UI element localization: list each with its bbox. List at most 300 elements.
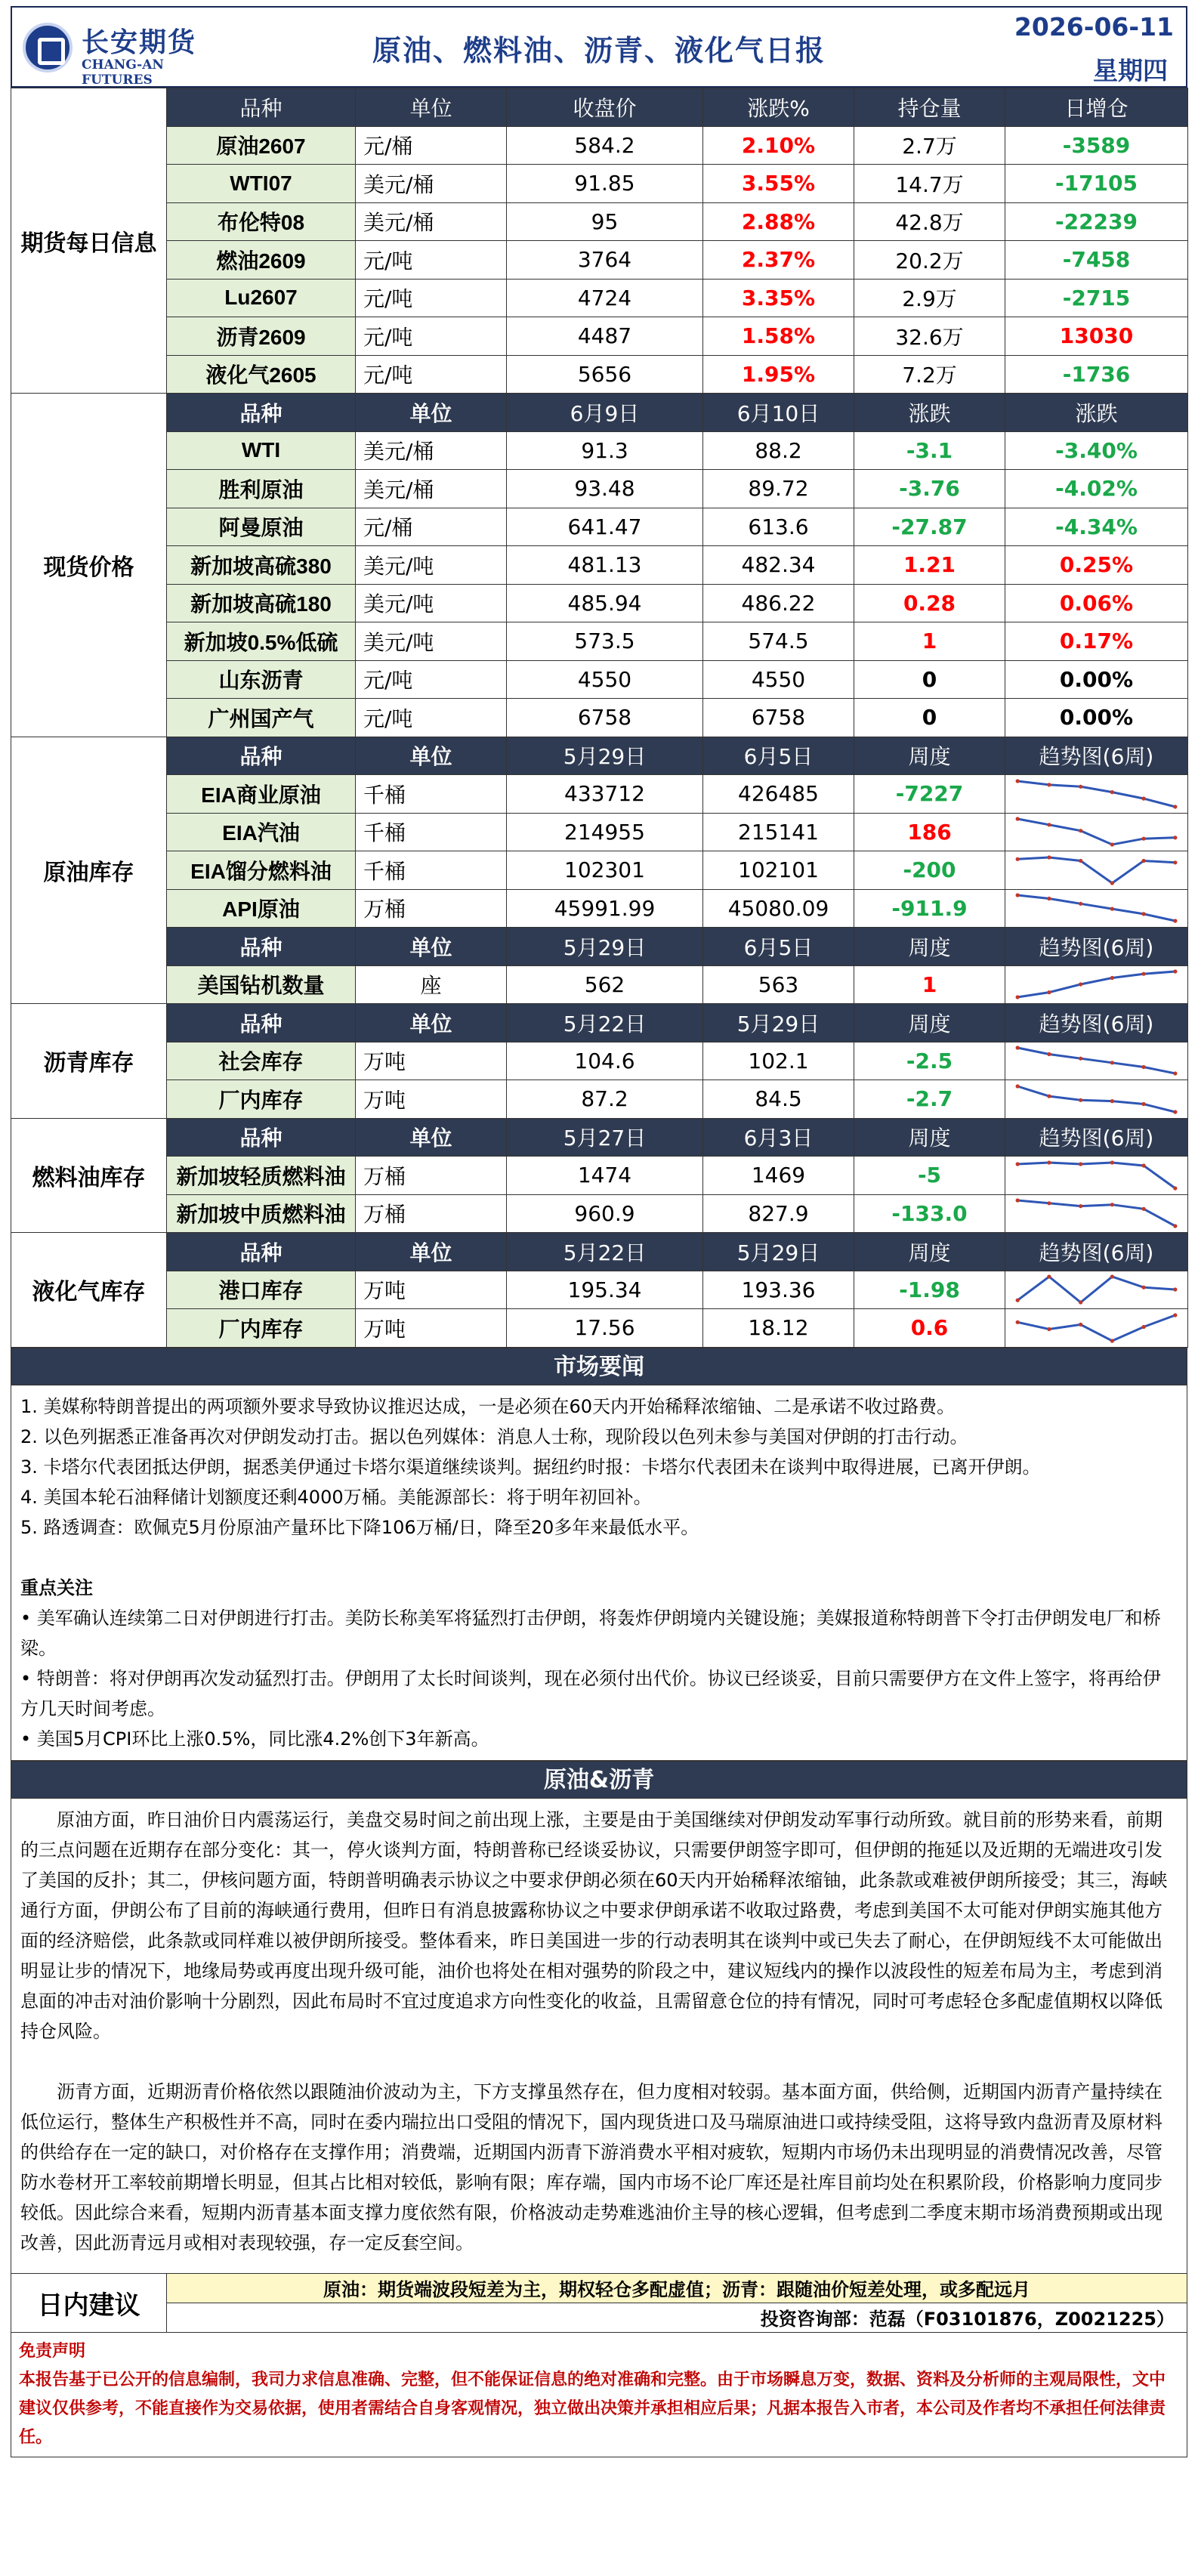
trend-point <box>1047 1052 1051 1056</box>
trend-sparkline <box>1005 889 1188 928</box>
table-row <box>11 1194 1188 1233</box>
close-price: 4487 <box>507 317 703 356</box>
trend-point <box>1047 1201 1051 1205</box>
trend-line <box>1017 1086 1175 1112</box>
daily-oi-change: -3589 <box>1005 126 1188 165</box>
daily-oi-change: -17105 <box>1005 165 1188 203</box>
trend-point <box>1141 859 1145 863</box>
weekly-change: -1.98 <box>854 1271 1005 1309</box>
row-name: 燃油2609 <box>167 241 356 280</box>
trend-point <box>1110 1061 1114 1064</box>
trend-point <box>1110 1160 1114 1164</box>
column-header: 趋势图(6周) <box>1005 737 1188 775</box>
open-interest: 32.6万 <box>854 317 1005 356</box>
table-header-row <box>11 1004 1188 1042</box>
row-unit: 千桶 <box>356 813 507 851</box>
row-name: Lu2607 <box>167 279 356 317</box>
table-row <box>11 1157 1188 1195</box>
row-unit: 元/桶 <box>356 508 507 546</box>
trend-point <box>1047 823 1051 826</box>
row-name: 阿曼原油 <box>167 508 356 546</box>
column-header: 周度 <box>854 1118 1005 1157</box>
change-value: -27.87 <box>854 508 1005 546</box>
trend-line <box>1017 1277 1175 1302</box>
focus-list <box>20 1603 1178 1754</box>
section-label: 期货每日信息 <box>11 88 167 394</box>
value-day1: 485.94 <box>507 584 703 622</box>
section-label: 液化气库存 <box>11 1233 167 1348</box>
column-header: 6月3日 <box>703 1118 854 1157</box>
table-row <box>11 202 1188 241</box>
analysis-title: 原油&沥青 <box>11 1761 1187 1799</box>
trend-point <box>1141 796 1145 800</box>
weekly-change: -2.5 <box>854 1042 1005 1080</box>
close-price: 95 <box>507 202 703 241</box>
change-value: -3.76 <box>854 470 1005 508</box>
value-prev: 87.2 <box>507 1080 703 1119</box>
row-unit: 万桶 <box>356 1194 507 1233</box>
report-header <box>11 6 1187 88</box>
row-unit: 美元/吨 <box>356 584 507 622</box>
column-header: 周度 <box>854 928 1005 966</box>
section-label: 原油库存 <box>11 737 167 1004</box>
row-unit: 美元/桶 <box>356 431 507 470</box>
trend-point <box>1079 859 1082 863</box>
trend-point <box>1016 996 1020 999</box>
row-unit: 元/桶 <box>356 126 507 165</box>
table-row <box>11 317 1188 356</box>
change-percent: 3.35% <box>703 279 854 317</box>
advice-label: 日内建议 <box>11 2274 167 2332</box>
column-header: 趋势图(6周) <box>1005 1118 1188 1157</box>
trend-point <box>1141 913 1145 916</box>
change-percent: 2.88% <box>703 202 854 241</box>
column-header: 趋势图(6周) <box>1005 928 1188 966</box>
value-latest: 102101 <box>703 851 854 890</box>
row-unit: 座 <box>356 965 507 1004</box>
table-row <box>11 622 1188 661</box>
row-name: 广州国产气 <box>167 699 356 737</box>
daily-oi-change: -2715 <box>1005 279 1188 317</box>
table-row <box>11 546 1188 585</box>
trend-sparkline <box>1005 1042 1188 1080</box>
change-value: 0 <box>854 660 1005 699</box>
table-row <box>11 279 1188 317</box>
change-percent: 3.55% <box>703 165 854 203</box>
row-unit: 元/吨 <box>356 317 507 356</box>
trend-point <box>1110 1339 1114 1342</box>
trend-point <box>1110 790 1114 794</box>
focus-item: • 美国5月CPI环比上涨0.5%，同比涨4.2%创下3年新高。 <box>20 1728 489 1750</box>
table-row <box>11 965 1188 1004</box>
table-header-row <box>11 1118 1188 1157</box>
value-prev: 102301 <box>507 851 703 890</box>
row-unit: 元/吨 <box>356 279 507 317</box>
news-item: 4. 美国本轮石油释储计划额度还剩4000万桶。美能源部长：将于明年初回补。 <box>20 1486 652 1508</box>
trend-point <box>1016 1162 1020 1166</box>
value-latest: 193.36 <box>703 1271 854 1309</box>
value-day2: 574.5 <box>703 622 854 661</box>
trend-point <box>1110 1099 1114 1103</box>
trend-point <box>1079 1057 1082 1061</box>
column-header: 趋势图(6周) <box>1005 1004 1188 1042</box>
row-unit: 万吨 <box>356 1042 507 1080</box>
trend-line <box>1017 781 1175 807</box>
open-interest: 20.2万 <box>854 241 1005 280</box>
table-row <box>11 1080 1188 1119</box>
trend-point <box>1110 843 1114 847</box>
trend-point <box>1173 970 1177 974</box>
news-box <box>11 1385 1187 1761</box>
value-prev: 104.6 <box>507 1042 703 1080</box>
open-interest: 42.8万 <box>854 202 1005 241</box>
news-item: 5. 路透调查：欧佩克5月份原油产量环比下降106万桶/日，降至20多年来最低水平。 <box>20 1516 699 1538</box>
report-date: 2026-06-11 <box>1014 12 1174 42</box>
change-percent: 2.10% <box>703 126 854 165</box>
value-day1: 641.47 <box>507 508 703 546</box>
table-row <box>11 470 1188 508</box>
row-unit: 元/吨 <box>356 699 507 737</box>
table-row <box>11 584 1188 622</box>
disclaimer-title: 免责声明 <box>19 2341 86 2361</box>
value-day2: 6758 <box>703 699 854 737</box>
column-header: 6月10日 <box>703 394 854 432</box>
column-header: 趋势图(6周) <box>1005 1233 1188 1271</box>
trend-line <box>1017 971 1175 997</box>
table-header-row <box>11 737 1188 775</box>
trend-point <box>1141 1325 1145 1329</box>
table-row <box>11 241 1188 280</box>
column-header: 单位 <box>356 1004 507 1042</box>
trend-point <box>1079 784 1082 788</box>
column-header: 周度 <box>854 1004 1005 1042</box>
weekly-change: 0.6 <box>854 1309 1005 1348</box>
column-header: 单位 <box>356 1118 507 1157</box>
column-header: 品种 <box>167 737 356 775</box>
table-row <box>11 165 1188 203</box>
row-unit: 万吨 <box>356 1309 507 1348</box>
value-day1: 573.5 <box>507 622 703 661</box>
column-header: 涨跌% <box>703 88 854 127</box>
row-name: API原油 <box>167 889 356 928</box>
value-latest: 1469 <box>703 1157 854 1195</box>
value-prev: 433712 <box>507 775 703 814</box>
row-name: 液化气2605 <box>167 355 356 394</box>
trend-point <box>1173 919 1177 923</box>
row-name: 原油2607 <box>167 126 356 165</box>
column-header: 5月27日 <box>507 1118 703 1157</box>
row-name: 布伦特08 <box>167 202 356 241</box>
change-percent: 1.95% <box>703 355 854 394</box>
trend-point <box>1079 902 1082 906</box>
weekly-change: -2.7 <box>854 1080 1005 1119</box>
table-header-row <box>11 394 1188 432</box>
trend-point <box>1016 1199 1020 1203</box>
open-interest: 2.9万 <box>854 279 1005 317</box>
table-row <box>11 775 1188 814</box>
value-prev: 562 <box>507 965 703 1004</box>
focus-item: • 美军确认连续第二日对伊朗进行打击。美防长称美军将猛烈打击伊朗，将轰炸伊朗境内关键设施；美媒报道称特朗普下令打击伊朗发电厂和桥梁。 <box>20 1607 1161 1659</box>
trend-point <box>1173 1313 1177 1317</box>
trend-point <box>1047 783 1051 786</box>
table-row <box>11 431 1188 470</box>
table-row <box>11 1042 1188 1080</box>
column-header: 5月29日 <box>703 1004 854 1042</box>
change-percent: 0.25% <box>1005 546 1188 585</box>
trend-point <box>1079 1323 1082 1327</box>
column-header: 品种 <box>167 394 356 432</box>
trend-point <box>1173 1072 1177 1076</box>
trend-line <box>1017 819 1175 845</box>
table-row <box>11 813 1188 851</box>
row-name: 沥青2609 <box>167 317 356 356</box>
column-header: 5月29日 <box>703 1233 854 1271</box>
change-percent: 0.17% <box>1005 622 1188 661</box>
trend-point <box>1047 897 1051 900</box>
weekly-change: -911.9 <box>854 889 1005 928</box>
column-header: 品种 <box>167 1118 356 1157</box>
trend-line <box>1017 1163 1175 1188</box>
weekly-change: 186 <box>854 813 1005 851</box>
value-day2: 89.72 <box>703 470 854 508</box>
row-name: EIA馏分燃料油 <box>167 851 356 890</box>
advice-author: 投资咨询部：范磊（F03101876，Z0021225） <box>760 2309 1175 2330</box>
column-header: 品种 <box>167 1233 356 1271</box>
trend-line <box>1017 1315 1175 1341</box>
logo-en: CHANG-AN FUTURES <box>82 57 164 88</box>
section-label: 沥青库存 <box>11 1004 167 1119</box>
trend-sparkline <box>1005 1157 1188 1195</box>
trend-point <box>1110 881 1114 885</box>
advice-text: 原油：期货端波段短差为主，期权轻仓多配虚值；沥青：跟随油价短差处理，或多配远月 <box>167 2274 1187 2303</box>
value-latest: 215141 <box>703 813 854 851</box>
value-day1: 481.13 <box>507 546 703 585</box>
trend-point <box>1110 976 1114 980</box>
row-name: WTI <box>167 431 356 470</box>
row-name: 山东沥青 <box>167 660 356 699</box>
trend-sparkline <box>1005 1080 1188 1119</box>
news-title: 市场要闻 <box>11 1348 1187 1385</box>
table-row <box>11 699 1188 737</box>
column-header: 5月29日 <box>507 737 703 775</box>
value-latest: 45080.09 <box>703 889 854 928</box>
trend-point <box>1016 1320 1020 1324</box>
analysis-box <box>11 1799 1187 2274</box>
row-name: 新加坡高硫380 <box>167 546 356 585</box>
row-unit: 美元/桶 <box>356 202 507 241</box>
value-day1: 4550 <box>507 660 703 699</box>
column-header: 6月5日 <box>703 737 854 775</box>
trend-point <box>1173 805 1177 808</box>
row-name: EIA商业原油 <box>167 775 356 814</box>
change-value: 1 <box>854 622 1005 661</box>
trend-point <box>1173 1225 1177 1228</box>
close-price: 5656 <box>507 355 703 394</box>
change-percent: 0.06% <box>1005 584 1188 622</box>
column-header: 持仓量 <box>854 88 1005 127</box>
row-unit: 千桶 <box>356 851 507 890</box>
daily-oi-change: -1736 <box>1005 355 1188 394</box>
weekly-change: -200 <box>854 851 1005 890</box>
news-list <box>20 1391 1178 1543</box>
row-unit: 元/吨 <box>356 660 507 699</box>
column-header: 品种 <box>167 928 356 966</box>
weekly-change: -7227 <box>854 775 1005 814</box>
trend-point <box>1141 837 1145 841</box>
row-unit: 万桶 <box>356 889 507 928</box>
trend-point <box>1047 855 1051 859</box>
open-interest: 7.2万 <box>854 355 1005 394</box>
disclaimer <box>11 2333 1187 2457</box>
daily-oi-change: 13030 <box>1005 317 1188 356</box>
logo-cn: 长安期货 <box>82 27 197 58</box>
change-value: 0 <box>854 699 1005 737</box>
row-name: 厂内库存 <box>167 1080 356 1119</box>
value-latest: 426485 <box>703 775 854 814</box>
focus-title: 重点关注 <box>20 1577 93 1598</box>
focus-item: • 特朗普：将对伊朗再次发动猛烈打击。伊朗用了太长时间谈判，现在必须付出代价。协议已经谈妥，目前只需要伊方在文件上签字，将再给伊方几天时间考虑。 <box>20 1667 1161 1719</box>
column-header: 单位 <box>356 1233 507 1271</box>
row-name: WTI07 <box>167 165 356 203</box>
column-header: 周度 <box>854 1233 1005 1271</box>
column-header: 品种 <box>167 88 356 127</box>
change-value: -3.1 <box>854 431 1005 470</box>
trend-point <box>1016 1046 1020 1050</box>
column-header: 单位 <box>356 928 507 966</box>
value-prev: 960.9 <box>507 1194 703 1233</box>
value-prev: 1474 <box>507 1157 703 1195</box>
value-prev: 17.56 <box>507 1309 703 1348</box>
value-latest: 18.12 <box>703 1309 854 1348</box>
row-unit: 万桶 <box>356 1157 507 1195</box>
row-unit: 万吨 <box>356 1271 507 1309</box>
table-row <box>11 851 1188 890</box>
trend-line <box>1017 1048 1175 1073</box>
data-table <box>11 88 1188 1348</box>
value-day1: 91.3 <box>507 431 703 470</box>
column-header: 单位 <box>356 737 507 775</box>
table-row <box>11 126 1188 165</box>
advice-row <box>11 2274 1187 2333</box>
trend-sparkline <box>1005 1271 1188 1309</box>
trend-point <box>1047 1094 1051 1098</box>
trend-sparkline <box>1005 1309 1188 1348</box>
change-value: 0.28 <box>854 584 1005 622</box>
analysis-asphalt: 沥青方面，近期沥青价格依然以跟随油价波动为主，下方支撑虽然存在，但力度相对较弱。基本面方面，供给侧，近期国内沥青产量持续在低位运行，整体生产积极性并不高，同时在委内瑞拉出口受阻的情况下，国内现货进口及马瑞原油进口或持续受阻，这将导致内盘沥青及原材料的供给存在一定的缺口，对价格存在支撑作用；消费端，近期国内沥青下游消费水平相对疲软，短期内市场仍未出现明显的消费情况改善，尽管防水卷材开工率较前期增长明显，但其占比相对较低，影响有限；库存端，国内市场不论厂库还是社库目前均处在积累阶段，价格影响力度同步较低。因此综合来看，短期内沥青基本面支撑力度依然有限，价格波动走势难逃油价主导的核心逻辑，但考虑到二季度末期市场消费预期或出现改善，因此沥青远月或相对表现较强，存一定反套空间。 <box>20 2080 1162 2253</box>
trend-point <box>1047 1275 1051 1279</box>
table-row <box>11 355 1188 394</box>
trend-point <box>1079 1162 1082 1166</box>
table-row <box>11 889 1188 928</box>
table-row <box>11 1271 1188 1309</box>
open-interest: 2.7万 <box>854 126 1005 165</box>
change-percent: 2.37% <box>703 241 854 280</box>
trend-point <box>1016 1084 1020 1088</box>
weekly-change: 1 <box>854 965 1005 1004</box>
close-price: 4724 <box>507 279 703 317</box>
column-header: 品种 <box>167 1004 356 1042</box>
column-header: 涨跌 <box>854 394 1005 432</box>
row-name: EIA汽油 <box>167 813 356 851</box>
section-label: 燃料油库存 <box>11 1118 167 1233</box>
value-latest: 827.9 <box>703 1194 854 1233</box>
change-value: 1.21 <box>854 546 1005 585</box>
trend-point <box>1141 972 1145 976</box>
close-price: 584.2 <box>507 126 703 165</box>
row-unit: 万吨 <box>356 1080 507 1119</box>
analysis-crude: 原油方面，昨日油价日内震荡运行，美盘交易时间之前出现上涨，主要是由于美国继续对伊朗发动军事行动所致。就目前的形势来看，前期的三点问题在近期存在部分变化：其一，停火谈判方面，特朗普称已经谈妥协议，只需要伊朗签字即可，但伊朗的拖延以及近期的无端进攻引发了美国的反扑；其二，伊核问题方面，特朗普明确表示协议之中要求伊朗必须在60天内开始稀释浓缩铀，此条款或难被伊朗所接受；其三，海峡通行方面，伊朗公布了目前的海峡通行费用，但昨日有消息披露称协议之中要求伊朗承诺不收取过路费，考虑到美国不太可能对伊朗实施其他方面的经济赔偿，此条款或同样难以被伊朗所接受。整体看来，昨日美国进一步的行动表明其在谈判中或已失去了耐心，在伊朗短线不太可能做出明显让步的情况下，地缘局势或再度出现升级可能，油价也将处在相对强势的阶段之中，建议短线内的操作以波段性的短差布局为主，考虑到消息面的冲击对油价影响十分剧烈，因此布局时不宜过度追求方向性变化的收益，且需留意仓位的持有情况，同时可考虑轻仓多配虚值期权以降低持仓风险。 <box>20 1808 1168 2042</box>
trend-sparkline <box>1005 813 1188 851</box>
trend-point <box>1047 990 1051 994</box>
daily-oi-change: -7458 <box>1005 241 1188 280</box>
row-name: 胜利原油 <box>167 470 356 508</box>
row-unit: 美元/吨 <box>356 546 507 585</box>
trend-point <box>1173 836 1177 839</box>
table-header-row <box>11 1233 1188 1271</box>
column-header: 5月22日 <box>507 1004 703 1042</box>
table-row <box>11 508 1188 546</box>
trend-point <box>1141 1163 1145 1167</box>
trend-point <box>1016 857 1020 860</box>
row-unit: 元/吨 <box>356 355 507 394</box>
trend-point <box>1141 1207 1145 1211</box>
trend-point <box>1079 1204 1082 1208</box>
column-header: 周度 <box>854 737 1005 775</box>
trend-point <box>1016 1299 1020 1302</box>
trend-line <box>1017 1200 1175 1226</box>
trend-point <box>1079 829 1082 832</box>
row-name: 港口库存 <box>167 1271 356 1309</box>
row-name: 新加坡0.5%低硫 <box>167 622 356 661</box>
trend-point <box>1173 1110 1177 1113</box>
table-row <box>11 1309 1188 1348</box>
daily-oi-change: -22239 <box>1005 202 1188 241</box>
column-header: 6月9日 <box>507 394 703 432</box>
column-header: 单位 <box>356 394 507 432</box>
trend-point <box>1141 1102 1145 1106</box>
trend-sparkline <box>1005 775 1188 814</box>
value-day2: 482.34 <box>703 546 854 585</box>
trend-point <box>1141 1065 1145 1069</box>
value-prev: 214955 <box>507 813 703 851</box>
column-header: 日增仓 <box>1005 88 1188 127</box>
value-day2: 4550 <box>703 660 854 699</box>
change-percent: 0.00% <box>1005 660 1188 699</box>
open-interest: 14.7万 <box>854 165 1005 203</box>
trend-point <box>1173 860 1177 864</box>
trend-line <box>1017 895 1175 921</box>
trend-point <box>1079 983 1082 987</box>
report-weekday: 星期四 <box>1093 56 1168 85</box>
table-header-row <box>11 928 1188 966</box>
column-header: 5月29日 <box>507 928 703 966</box>
trend-point <box>1079 1098 1082 1101</box>
trend-point <box>1141 1286 1145 1290</box>
column-header: 单位 <box>356 88 507 127</box>
value-day2: 613.6 <box>703 508 854 546</box>
trend-point <box>1110 1275 1114 1279</box>
value-day2: 88.2 <box>703 431 854 470</box>
trend-line <box>1017 857 1175 883</box>
value-day1: 93.48 <box>507 470 703 508</box>
trend-point <box>1110 1203 1114 1206</box>
close-price: 3764 <box>507 241 703 280</box>
trend-sparkline <box>1005 851 1188 890</box>
section-label: 现货价格 <box>11 394 167 737</box>
news-item: 1. 美媒称特朗普提出的两项额外要求导致协议推迟达成，一是必须在60天内开始稀释浓缩铀、二是承诺不收过路费。 <box>20 1395 956 1417</box>
weekly-change: -133.0 <box>854 1194 1005 1233</box>
trend-point <box>1016 817 1020 821</box>
